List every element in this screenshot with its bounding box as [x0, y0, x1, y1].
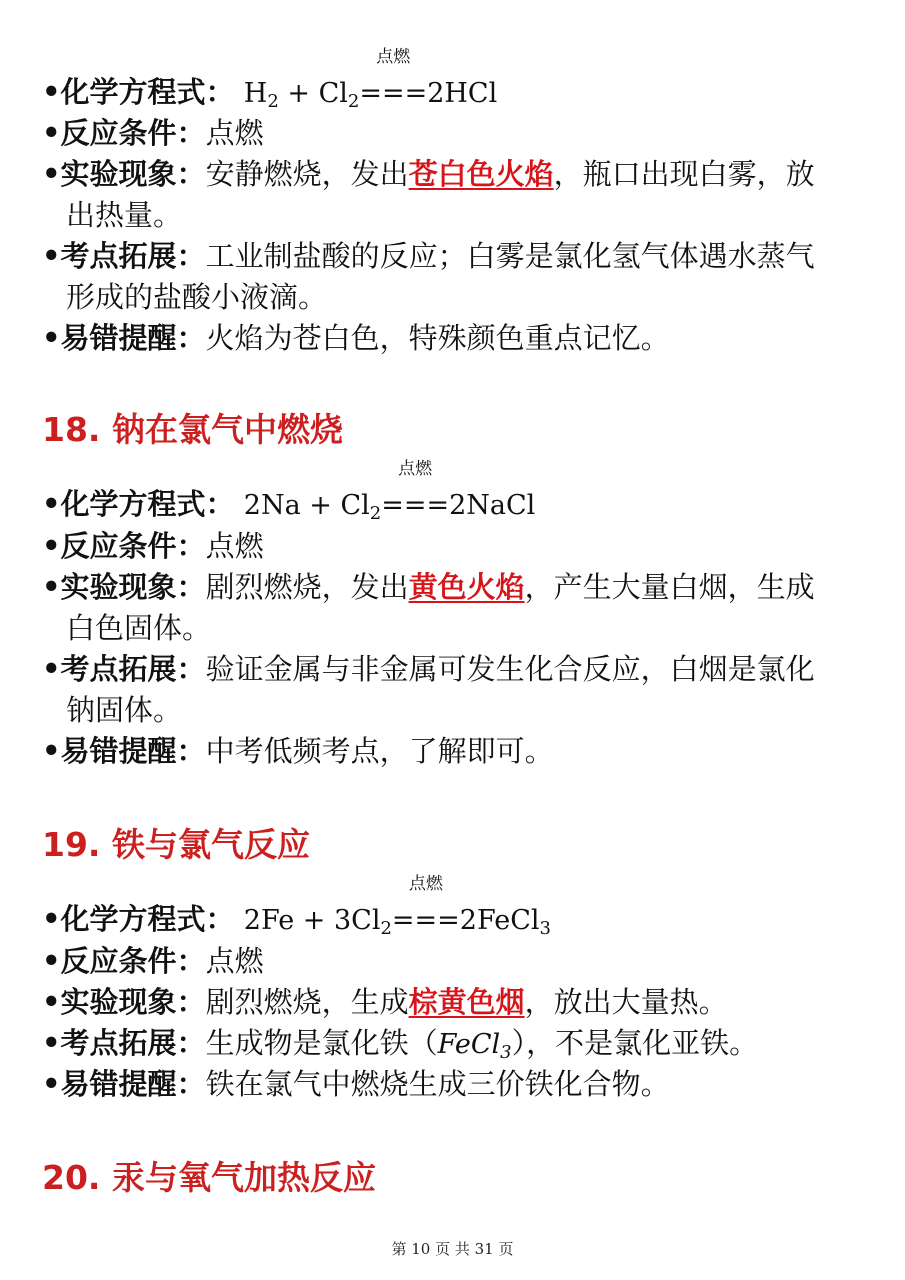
equation-line-17: [42, 47, 865, 115]
phenomenon-label: 实验现象：: [60, 570, 206, 604]
reaction-condition-mark: 点燃: [376, 47, 411, 67]
condition-value: 点燃: [205, 116, 264, 150]
extension-label: 考点拓展：: [60, 1026, 206, 1060]
highlight-keyword: 苍白色火焰: [408, 157, 554, 191]
highlight-keyword: 棕黄色烟: [408, 985, 525, 1019]
phenomenon-line-19: •实验现象：剧烈燃烧，生成棕黄色烟，放出大量热。: [42, 985, 728, 1019]
page-number-footer: 第 10 页 共 31 页: [391, 1240, 514, 1258]
section-title-19: 19. 铁与氯气反应: [42, 825, 310, 864]
chemical-equation: $2Na + Cl_2$ 点燃 ===2NaCl: [243, 459, 536, 524]
chemical-equation: $H_2 + Cl_2$ 点燃 ===2HCl: [243, 47, 498, 112]
condition-value: 点燃: [205, 944, 264, 978]
section-title-20: 20. 汞与氧气加热反应: [42, 1158, 376, 1197]
extension-line-17: •考点拓展：工业制盐酸的反应；白雾是氯化氢气体遇水蒸气: [42, 239, 815, 273]
reminder-line-19: •易错提醒：铁在氯气中燃烧生成三价铁化合物。: [42, 1067, 670, 1101]
phenomenon-cont-18: 白色固体。: [66, 611, 212, 645]
reminder-line-17: •易错提醒：火焰为苍白色，特殊颜色重点记忆。: [42, 321, 670, 355]
condition-line-18: •反应条件：点燃: [42, 529, 264, 563]
condition-label: 反应条件：: [60, 116, 206, 150]
equation-line-18: •化学方程式： $2Na + Cl_2$ 点燃 ===2NaCl: [42, 483, 865, 527]
extension-label: 考点拓展：: [60, 652, 206, 686]
phenomenon-label: 实验现象：: [60, 985, 206, 1019]
chemical-equation: $2Fe + 3Cl_2$ 点燃 ===2FeCl$_3$: [243, 874, 551, 939]
reminder-line-18: •易错提醒：中考低频考点，了解即可。: [42, 734, 554, 768]
section-title-18: 18. 钠在氯气中燃烧: [42, 410, 343, 449]
reaction-condition-mark: 点燃: [398, 459, 433, 479]
extension-line-18: •考点拓展：验证金属与非金属可发生化合反应，白烟是氯化: [42, 652, 815, 686]
phenomenon-line-18: •实验现象：剧烈燃烧，发出黄色火焰，产生大量白烟，生成: [42, 570, 815, 604]
highlight-keyword: 黄色火焰: [408, 570, 525, 604]
reaction-condition-mark: 点燃: [408, 874, 443, 894]
phenomenon-label: 实验现象：: [60, 157, 206, 191]
formula-fecl3: FeCl$_3$: [437, 1029, 512, 1063]
condition-line-19: •反应条件：点燃: [42, 944, 264, 978]
equation-label: 化学方程式：: [60, 487, 235, 521]
equation-label: 化学方程式：: [60, 75, 235, 109]
reminder-label: 易错提醒：: [60, 1067, 206, 1101]
equation-line-19: •化学方程式： $2Fe + 3Cl_2$ 点燃 ===2FeCl$_3$: [42, 898, 865, 942]
condition-label: 反应条件：: [60, 529, 206, 563]
condition-value: 点燃: [205, 529, 264, 563]
phenomenon-line-17: •实验现象：安静燃烧，发出苍白色火焰，瓶口出现白雾，放: [42, 157, 815, 191]
reminder-label: 易错提醒：: [60, 734, 206, 768]
extension-label: 考点拓展：: [60, 239, 206, 273]
extension-cont-17: 形成的盐酸小液滴。: [66, 280, 328, 314]
bullet: •: [42, 75, 61, 109]
condition-label: 反应条件：: [60, 944, 206, 978]
extension-line-19: •考点拓展：生成物是氯化铁（FeCl$_3$），不是氯化亚铁。: [42, 1026, 759, 1063]
equation-label: 化学方程式：: [60, 902, 235, 936]
extension-cont-18: 钠固体。: [66, 693, 183, 727]
reminder-label: 易错提醒：: [60, 321, 206, 355]
condition-line-17: •反应条件：点燃: [42, 116, 264, 150]
phenomenon-cont-17: 出热量。: [66, 198, 183, 232]
